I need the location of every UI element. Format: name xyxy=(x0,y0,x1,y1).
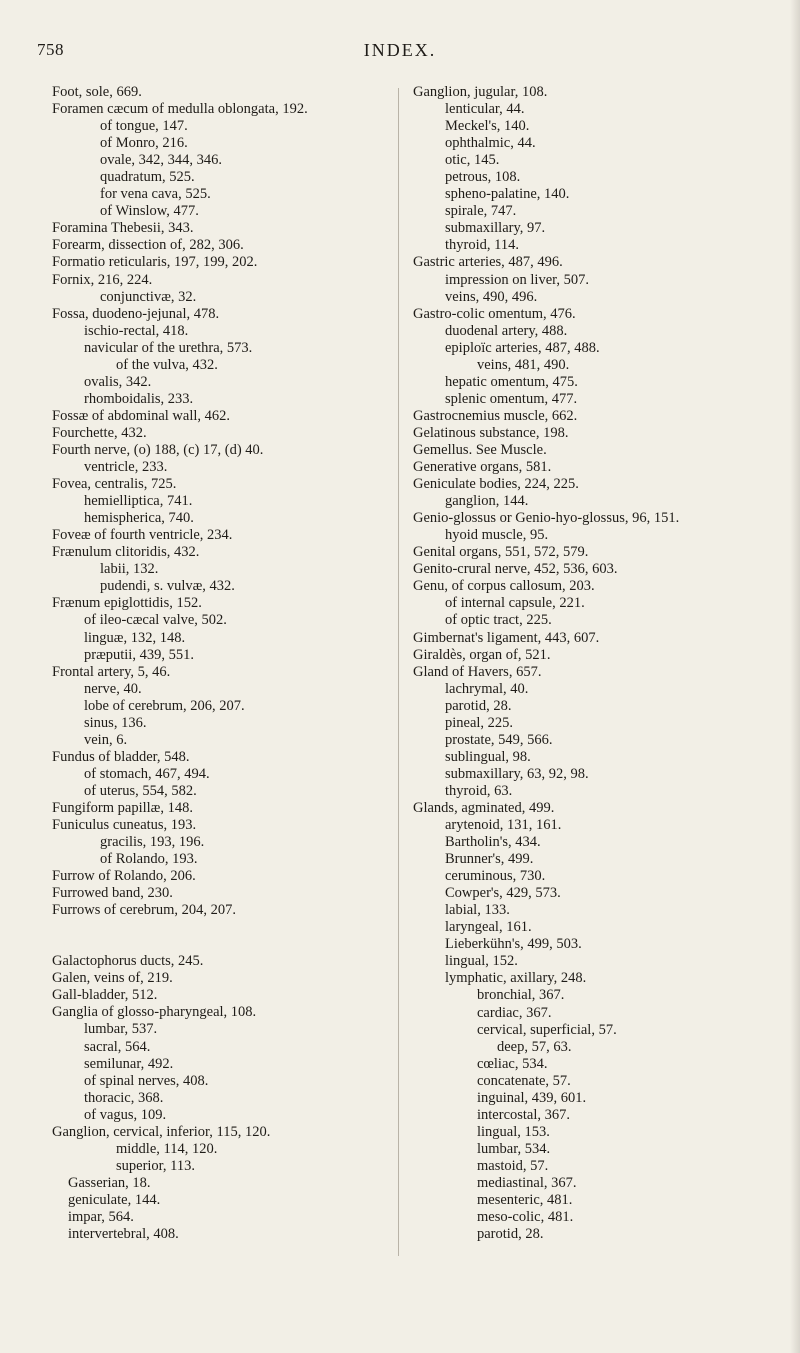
index-entry: intercostal, 367. xyxy=(477,1106,571,1123)
index-entry: Funiculus cuneatus, 193. xyxy=(52,817,197,834)
index-entry: Furrows of cerebrum, 204, 207. xyxy=(52,902,237,919)
index-entry: arytenoid, 131, 161. xyxy=(445,817,562,834)
index-entry: Galactophorus ducts, 245. xyxy=(52,953,204,970)
index-entry: of internal capsule, 221. xyxy=(445,595,585,612)
index-entry: of ileo-cæcal valve, 502. xyxy=(84,612,227,629)
index-entry: inguinal, 439, 601. xyxy=(477,1089,587,1106)
index-entry: lumbar, 534. xyxy=(477,1140,551,1157)
index-entry: Fossæ of abdominal wall, 462. xyxy=(52,407,231,424)
index-entry: deep, 57, 63. xyxy=(497,1038,572,1055)
index-entry: Gastric arteries, 487, 496. xyxy=(413,254,563,271)
index-entry: middle, 114, 120. xyxy=(116,1140,218,1157)
index-entry: epiploïc arteries, 487, 488. xyxy=(445,339,600,356)
index-entry: thyroid, 114. xyxy=(445,237,519,254)
index-entry: lenticular, 44. xyxy=(445,101,525,118)
index-entry: conjunctivæ, 32. xyxy=(100,288,197,305)
index-entry: lobe of cerebrum, 206, 207. xyxy=(84,697,245,714)
index-entry: lachrymal, 40. xyxy=(445,680,529,697)
index-entry: linguæ, 132, 148. xyxy=(84,629,186,646)
index-entry: Ganglion, jugular, 108. xyxy=(413,84,548,100)
index-entry: of Rolando, 193. xyxy=(100,851,198,868)
index-entry: petrous, 108. xyxy=(445,169,521,186)
index-entry: Cowper's, 429, 573. xyxy=(445,885,561,902)
index-entry: sinus, 136. xyxy=(84,714,147,731)
index-entry: Gastrocnemius muscle, 662. xyxy=(413,407,578,424)
index-entry: Frontal artery, 5, 46. xyxy=(52,663,171,680)
index-entry: Furrow of Rolando, 206. xyxy=(52,868,196,885)
index-entry: sublingual, 98. xyxy=(445,748,531,765)
index-entry: ceruminous, 730. xyxy=(445,868,546,885)
index-entry: mediastinal, 367. xyxy=(477,1175,577,1191)
index-entry: for vena cava, 525. xyxy=(100,186,211,203)
index-entry: Fundus of bladder, 548. xyxy=(52,748,190,765)
index-entry: of vagus, 109. xyxy=(84,1106,167,1123)
index-entry: vein, 6. xyxy=(84,731,128,748)
index-entry: concatenate, 57. xyxy=(477,1072,571,1089)
index-entry: mastoid, 57. xyxy=(477,1157,549,1174)
index-entry: parotid, 28. xyxy=(477,1226,544,1243)
index-entry: lumbar, 537. xyxy=(84,1021,158,1038)
index-entry: Genital organs, 551, 572, 579. xyxy=(413,544,589,561)
index-entry: Formatio reticularis, 197, 199, 202. xyxy=(52,254,258,271)
index-entry: Gelatinous substance, 198. xyxy=(413,424,569,441)
index-entry: præputii, 439, 551. xyxy=(84,646,194,663)
index-entry: lingual, 153. xyxy=(477,1123,550,1140)
index-entry: Gimbernat's ligament, 443, 607. xyxy=(413,629,600,646)
index-entry: veins, 490, 496. xyxy=(445,288,538,305)
index-entry: Furrowed band, 230. xyxy=(52,885,173,902)
index-entry: Genio-glossus or Genio-hyo-glossus, 96, 151. xyxy=(413,510,680,527)
index-entry: labii, 132. xyxy=(100,561,159,578)
page-number: 758 xyxy=(37,40,64,59)
index-entry: of optic tract, 225. xyxy=(445,612,552,629)
index-entry: superior, 113. xyxy=(116,1157,196,1174)
index-entry: gracilis, 193, 196. xyxy=(100,834,205,851)
index-entry: Foot, sole, 669. xyxy=(52,84,142,100)
index-entry: of Monro, 216. xyxy=(100,135,188,152)
index-entry: impar, 564. xyxy=(68,1209,134,1225)
running-title: INDEX. xyxy=(363,40,437,60)
index-entry: pudendi, s. vulvæ, 432. xyxy=(100,578,235,595)
index-entry: Foveæ of fourth ventricle, 234. xyxy=(52,527,233,544)
index-entry: Brunner's, 499. xyxy=(445,851,534,868)
index-entry: Gastro-colic omentum, 476. xyxy=(413,305,576,322)
index-entry: bronchial, 367. xyxy=(477,987,565,1004)
index-entry: Gasserian, 18. xyxy=(68,1174,151,1191)
index-entry: laryngeal, 161. xyxy=(445,919,532,936)
index-entry: Fourchette, 432. xyxy=(52,424,147,441)
index-entry: prostate, 549, 566. xyxy=(445,731,553,748)
index-entry: hepatic omentum, 475. xyxy=(445,373,578,390)
index-entry: meso-colic, 481. xyxy=(477,1209,574,1226)
index-entry: duodenal artery, 488. xyxy=(445,322,568,339)
index-entry: ganglion, 144. xyxy=(445,493,529,510)
index-entry: Geniculate bodies, 224, 225. xyxy=(413,476,579,493)
index-entry: Gall-bladder, 512. xyxy=(52,987,158,1004)
index-entry: navicular of the urethra, 573. xyxy=(84,339,253,356)
index-entry: cervical, superficial, 57. xyxy=(477,1021,617,1038)
index-entry: ovalis, 342. xyxy=(84,373,152,390)
index-entry: submaxillary, 63, 92, 98. xyxy=(445,765,589,782)
index-entry: Galen, veins of, 219. xyxy=(52,970,173,987)
index-entry: Gemellus. See Muscle. xyxy=(413,441,547,458)
index-entry: cœliac, 534. xyxy=(477,1055,548,1072)
index-entry: hemispherica, 740. xyxy=(84,510,194,527)
index-entry: Fornix, 216, 224. xyxy=(52,271,153,288)
index-entry: nerve, 40. xyxy=(84,680,142,697)
index-entry: spirale, 747. xyxy=(445,203,517,220)
index-entry: Genu, of corpus callosum, 203. xyxy=(413,578,595,595)
index-entry: of uterus, 554, 582. xyxy=(84,782,197,799)
index-entry: of spinal nerves, 408. xyxy=(84,1072,209,1089)
index-entry: sacral, 564. xyxy=(84,1038,151,1055)
index-entry: Bartholin's, 434. xyxy=(445,834,541,851)
index-entry: rhomboidalis, 233. xyxy=(84,390,194,407)
index-entry: mesenteric, 481. xyxy=(477,1192,573,1209)
index-entry: Generative organs, 581. xyxy=(413,459,552,476)
index-column-right xyxy=(413,84,753,1243)
index-entry: lingual, 152. xyxy=(445,953,518,970)
index-entry: Foramen cæcum of medulla oblongata, 192. xyxy=(52,101,308,118)
index-entry: geniculate, 144. xyxy=(68,1191,161,1208)
index-entry: of the vulva, 432. xyxy=(116,356,218,373)
index-entry: Ganglion, cervical, inferior, 115, 120. xyxy=(52,1123,271,1140)
index-entry: labial, 133. xyxy=(445,902,510,919)
index-entry: Foramina Thebesii, 343. xyxy=(52,220,194,237)
index-entry: Glands, agminated, 499. xyxy=(413,799,555,816)
index-column-left xyxy=(52,84,382,1243)
index-entry: ophthalmic, 44. xyxy=(445,135,536,152)
index-entry: splenic omentum, 477. xyxy=(445,390,578,407)
index-entry: hemielliptica, 741. xyxy=(84,493,193,510)
index-entry: Ganglia of glosso-pharyngeal, 108. xyxy=(52,1004,257,1021)
index-entry: Frænum epiglottidis, 152. xyxy=(52,595,202,612)
index-entry: Fossa, duodeno-jejunal, 478. xyxy=(52,305,220,322)
index-entry: hyoid muscle, 95. xyxy=(445,527,549,544)
index-entry: Meckel's, 140. xyxy=(445,118,530,135)
column-divider xyxy=(398,88,399,1256)
index-entry: Forearm, dissection of, 282, 306. xyxy=(52,237,244,254)
index-entry: Frænulum clitoridis, 432. xyxy=(52,544,200,561)
index-entry: otic, 145. xyxy=(445,152,500,169)
index-entry: Fungiform papillæ, 148. xyxy=(52,799,193,816)
index-entry: spheno-palatine, 140. xyxy=(445,186,570,203)
index-entry: intervertebral, 408. xyxy=(68,1226,179,1243)
index-entry: parotid, 28. xyxy=(445,697,512,714)
index-entry: of tongue, 147. xyxy=(100,118,188,135)
index-entry: Fourth nerve, (o) 188, (c) 17, (d) 40. xyxy=(52,441,264,458)
index-entry: Genito-crural nerve, 452, 536, 603. xyxy=(413,561,618,578)
index-entry: thyroid, 63. xyxy=(445,782,513,799)
index-entry: lymphatic, axillary, 248. xyxy=(445,970,587,987)
page-edge-shadow xyxy=(790,0,800,1353)
index-entry: pineal, 225. xyxy=(445,714,514,731)
index-entry: of stomach, 467, 494. xyxy=(84,765,210,782)
index-entry: Lieberkühn's, 499, 503. xyxy=(445,936,582,953)
index-entry: Gland of Havers, 657. xyxy=(413,663,542,680)
index-entry: Giraldès, organ of, 521. xyxy=(413,646,551,663)
page-header xyxy=(0,40,800,64)
index-entry: ovale, 342, 344, 346. xyxy=(100,152,223,169)
index-entry: quadratum, 525. xyxy=(100,169,195,186)
index-entry: semilunar, 492. xyxy=(84,1055,174,1072)
index-entry: of Winslow, 477. xyxy=(100,203,199,220)
index-entry: Fovea, centralis, 725. xyxy=(52,476,177,493)
index-entry: submaxillary, 97. xyxy=(445,220,546,237)
index-entry: ischio-rectal, 418. xyxy=(84,322,189,339)
index-entry: veins, 481, 490. xyxy=(477,356,570,373)
index-entry: cardiac, 367. xyxy=(477,1004,552,1021)
index-entry: thoracic, 368. xyxy=(84,1089,164,1106)
index-entry: ventricle, 233. xyxy=(84,459,168,476)
index-entry: impression on liver, 507. xyxy=(445,271,590,288)
